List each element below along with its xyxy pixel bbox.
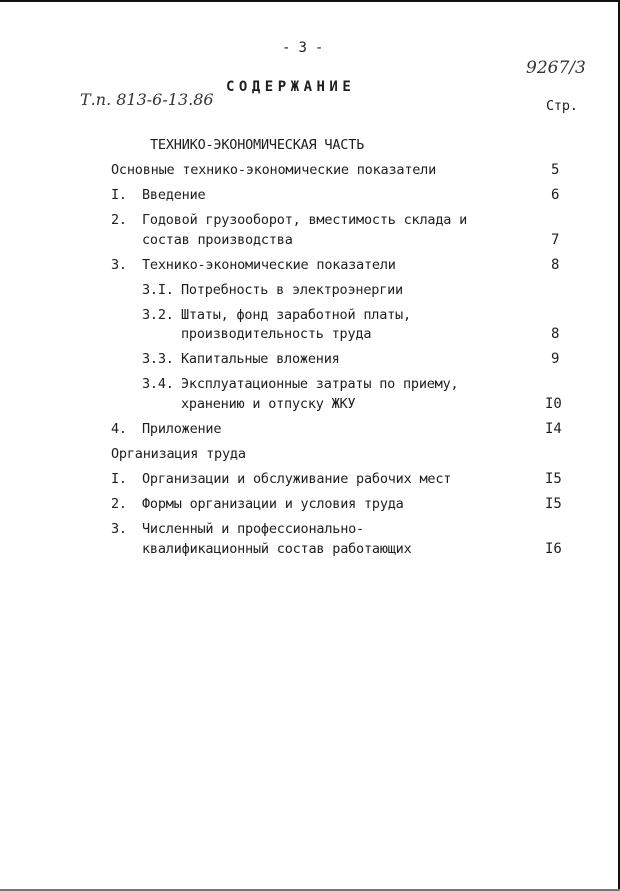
- toc-entry-number: 3.: [111, 521, 127, 537]
- toc-subentry-title: Потребность в электроэнергии: [181, 282, 403, 298]
- document-title: СОДЕРЖАНИЕ: [226, 79, 356, 95]
- toc-subentry-title-cont: производительность труда: [181, 326, 372, 342]
- toc-entry-page: I6: [545, 541, 562, 557]
- toc-entry-page: I0: [545, 396, 562, 412]
- toc-entry-page: I5: [545, 471, 562, 487]
- toc-entry-page: I5: [545, 496, 562, 512]
- toc-entry-title: Формы организации и условия труда: [142, 496, 404, 512]
- page-number: - 3 -: [282, 40, 324, 56]
- archive-number: 9267/3: [526, 58, 586, 78]
- toc-subentry-number: 3.3.: [142, 351, 174, 367]
- toc-entry-number: 4.: [111, 421, 127, 437]
- toc-entry-title: Технико-экономические показатели: [142, 257, 396, 273]
- toc-subentry-title: Штаты, фонд заработной платы,: [181, 307, 411, 323]
- toc-entry-title: Организации и обслуживание рабочих мест: [142, 471, 452, 487]
- toc-entry-page: 6: [551, 187, 560, 203]
- toc-section-heading: Организация труда: [111, 446, 246, 462]
- toc-subentry-number: 3.4.: [142, 376, 174, 392]
- toc-entry-number: 2.: [111, 212, 127, 228]
- toc-subentry-number: 3.I.: [142, 282, 174, 298]
- toc-entry-title: Основные технико-экономические показатели: [111, 162, 437, 178]
- toc-entry-title: Численный и профессионально-: [142, 521, 364, 537]
- page-column-label: Стр.: [546, 98, 578, 114]
- page-border-top: [0, 0, 620, 2]
- toc-entry-title: Введение: [142, 187, 206, 203]
- toc-entry-page: 8: [551, 257, 560, 273]
- toc-subentry-title-cont: хранению и отпуску ЖКУ: [181, 396, 356, 412]
- toc-subentry-title: Капитальные вложения: [181, 351, 340, 367]
- toc-entry-title: Приложение: [142, 421, 222, 437]
- toc-entry-page: 7: [551, 232, 560, 248]
- toc-entry-page: I4: [545, 421, 562, 437]
- toc-entry-title-cont: состав производства: [142, 232, 293, 248]
- toc-entry-title: Годовой грузооборот, вместимость склада и: [142, 212, 468, 228]
- toc-entry-page: 5: [551, 162, 560, 178]
- toc-entry-page: 9: [551, 351, 560, 367]
- toc-subentry-number: 3.2.: [142, 307, 174, 323]
- document-code: Т.п. 813-6-13.86: [80, 90, 214, 109]
- toc-subentry-title: Эксплуатационные затраты по приему,: [181, 376, 459, 392]
- toc-entry-page: 8: [551, 326, 560, 342]
- toc-entry-title-cont: квалификационный состав работающих: [142, 541, 412, 557]
- toc-entry-number: 3.: [111, 257, 127, 273]
- section-heading: ТЕХНИКО-ЭКОНОМИЧЕСКАЯ ЧАСТЬ: [150, 137, 365, 153]
- toc-entry-number: I.: [111, 187, 127, 203]
- toc-entry-number: I.: [111, 471, 127, 487]
- toc-entry-number: 2.: [111, 496, 127, 512]
